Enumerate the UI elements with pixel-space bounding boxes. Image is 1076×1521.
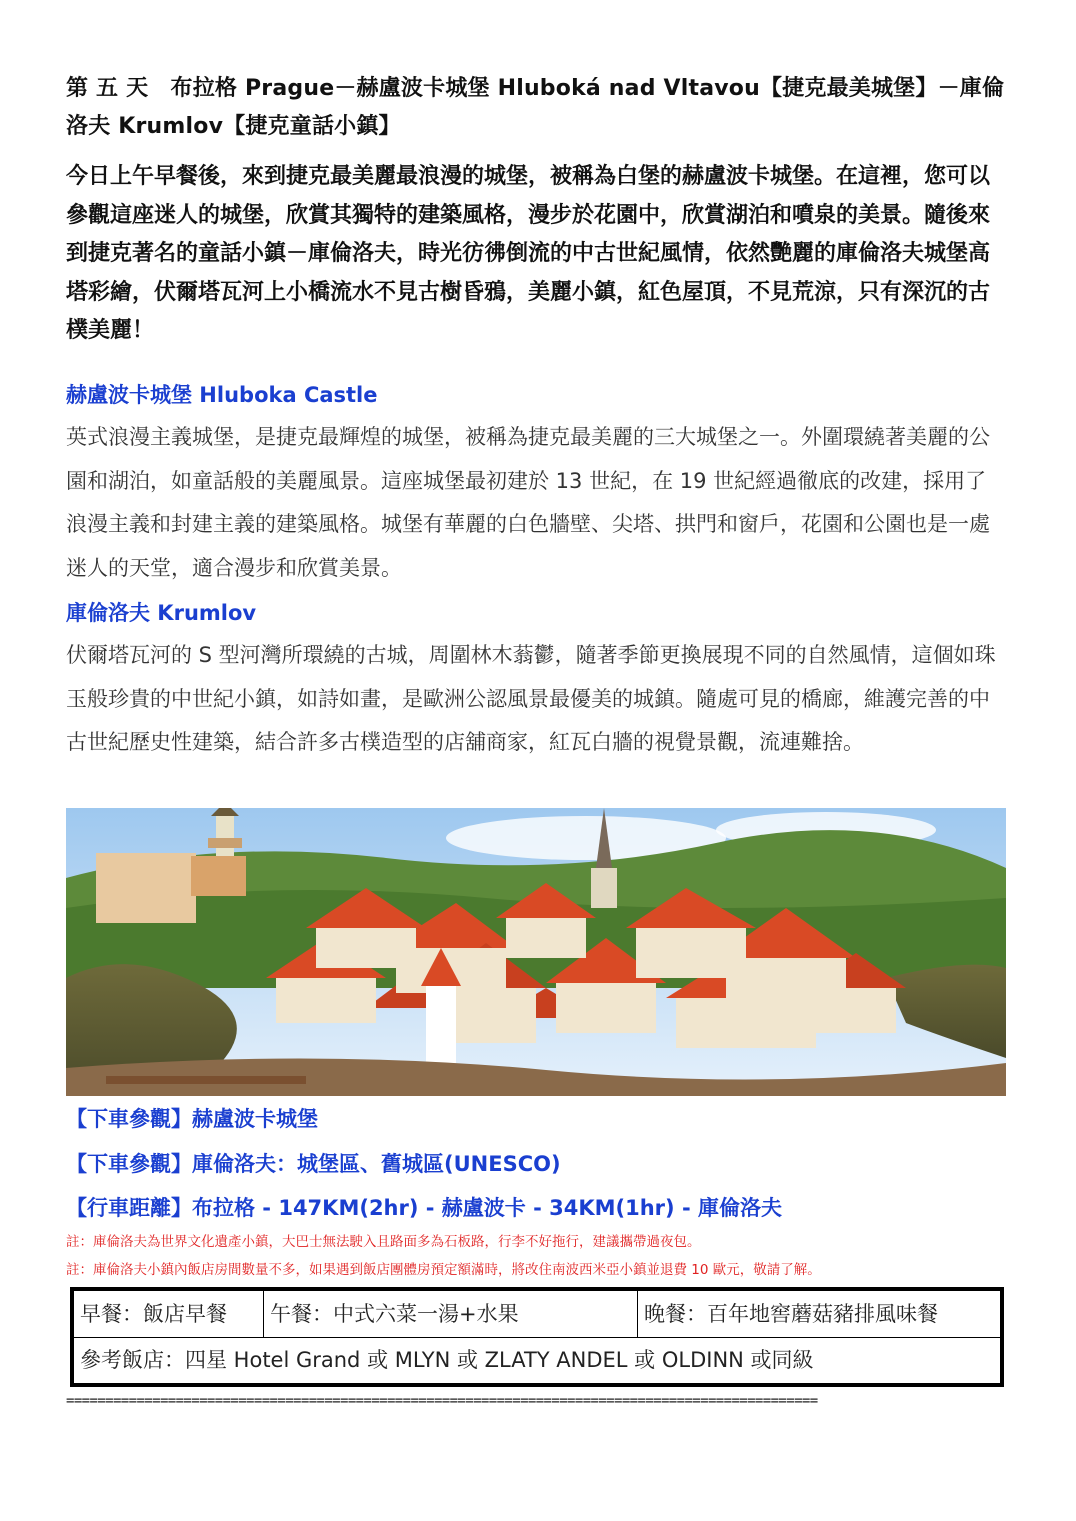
- krumlov-description: 伏爾塔瓦河的 S 型河灣所環繞的古城，周圍林木蓊鬱，隨著季節更換展現不同的自然風情，這個如珠玉般珍貴的中世紀小鎮，如詩如畫，是歐洲公認風景最優美的城鎮。隨處可見的橋廊，維護完善的中古世紀歷史性建築，結合許多古樸造型的店舖商家，紅瓦白牆的視覺景觀，流連難捨。: [66, 643, 996, 754]
- driving-distance: 【行車距離】布拉格 - 147KM(2hr) - 赫盧波卡 - 34KM(1hr) - 庫倫洛夫: [66, 1196, 782, 1220]
- lunch-cell: 午餐：中式六菜一湯+水果: [264, 1291, 638, 1337]
- breakfast-cell: 早餐：飯店早餐: [74, 1291, 264, 1337]
- hotel-cell: 參考飯店：四星 Hotel Grand 或 MLYN 或 ZLATY ANDEL 或 OLDINN 或同級: [80, 1348, 814, 1372]
- note-hotel-refund: 註：庫倫洛夫小鎮內飯店房間數量不多，如果遇到飯店團體房預定額滿時，將改住南波西米亞小鎮並退費 10 歐元，敬請了解。: [66, 1262, 821, 1278]
- visit-krumlov: 【下車參觀】庫倫洛夫：城堡區、舊城區(UNESCO): [66, 1152, 561, 1176]
- note-luggage: 註：庫倫洛夫為世界文化遺產小鎮，大巴士無法駛入且路面多為石板路，行李不好拖行，建議攜帶過夜包。: [66, 1234, 701, 1250]
- dinner-cell: 晚餐：百年地窖蘑菇豬排風味餐: [644, 1302, 938, 1326]
- hluboka-heading: 赫盧波卡城堡 Hluboka Castle: [66, 383, 378, 407]
- meal-row: [74, 1291, 1000, 1338]
- cesky-krumlov-photo: [66, 808, 1006, 1096]
- day-title: 第 五 天 布拉格 Prague－赫盧波卡城堡 Hluboká nad Vltavou【捷克最美城堡】－庫倫洛夫 Krumlov【捷克童話小鎮】: [66, 76, 1005, 139]
- meal-hotel-table: [70, 1287, 1004, 1387]
- visit-hluboka: 【下車參觀】赫盧波卡城堡: [66, 1107, 318, 1131]
- krumlov-heading: 庫倫洛夫 Krumlov: [66, 601, 257, 625]
- day-intro: 今日上午早餐後，來到捷克最美麗最浪漫的城堡，被稱為白堡的赫盧波卡城堡。在這裡，您可以參觀這座迷人的城堡，欣賞其獨特的建築風格，漫步於花園中，欣賞湖泊和噴泉的美景。隨後來到捷克著名的童話小鎮－庫倫洛夫，時光彷彿倒流的中古世紀風情，依然艷麗的庫倫洛夫城堡高塔彩繪，伏爾塔瓦河上小橋流水不見古樹昏鴉，美麗小鎮，紅色屋頂，不見荒涼，只有深沉的古樸美麗！: [66, 164, 991, 343]
- page-divider: ================================================================================================: [66, 1393, 818, 1409]
- hluboka-description: 英式浪漫主義城堡，是捷克最輝煌的城堡，被稱為捷克最美麗的三大城堡之一。外圍環繞著美麗的公園和湖泊，如童話般的美麗風景。這座城堡最初建於 13 世紀，在 19 世紀經過徹底的改建，採用了浪漫主義和封建主義的建築風格。城堡有華麗的白色牆壁、尖塔、拱門和窗戶，花園和公園也是一處迷人的天堂，適合漫步和欣賞美景。: [66, 425, 990, 580]
